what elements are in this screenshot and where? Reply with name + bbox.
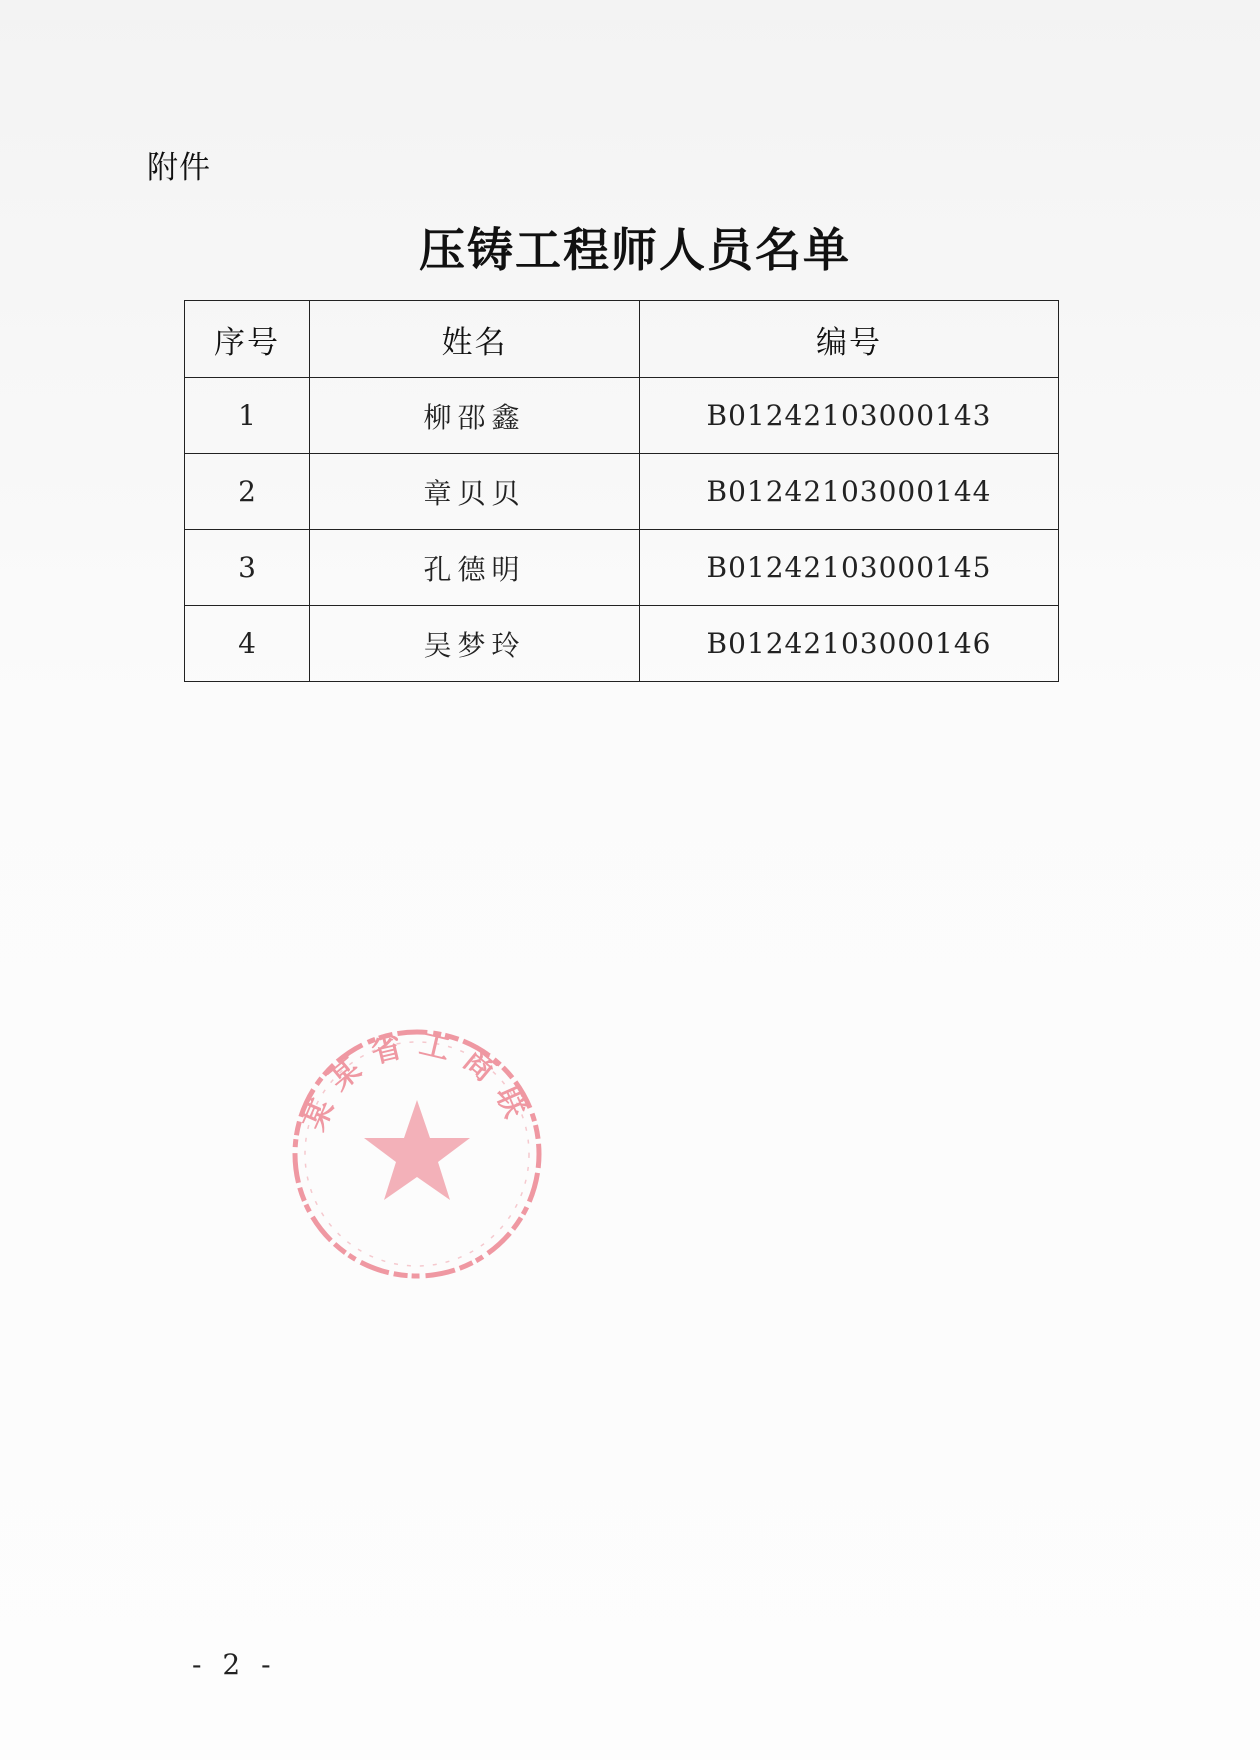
row-index: 3 [185, 530, 310, 606]
row-code: B01242103000143 [640, 378, 1059, 454]
row-index: 4 [185, 606, 310, 682]
official-seal-stamp [285, 1022, 550, 1287]
row-name: 章贝贝 [310, 454, 640, 530]
table-row [185, 530, 1059, 606]
document-title: 压铸工程师人员名单 [419, 223, 851, 277]
row-index: 2 [185, 454, 310, 530]
column-header-code: 编号 [640, 301, 1059, 378]
table-row [185, 454, 1059, 530]
row-index: 1 [185, 378, 310, 454]
row-name: 吴梦玲 [310, 606, 640, 682]
column-header-index: 序号 [185, 301, 310, 378]
seal-text-path: 某某省工商联 [296, 1026, 539, 1136]
page-number: - 2 - [192, 1648, 277, 1681]
row-code: B01242103000145 [640, 530, 1059, 606]
seal-star-icon [364, 1100, 470, 1200]
table-row [185, 606, 1059, 682]
column-header-name: 姓名 [310, 301, 640, 378]
attachment-label: 附件 [147, 150, 211, 186]
row-code: B01242103000144 [640, 454, 1059, 530]
row-name: 孔德明 [310, 530, 640, 606]
table-header-row [185, 301, 1059, 378]
engineer-roster-table [184, 300, 1059, 682]
table-row [185, 378, 1059, 454]
row-code: B01242103000146 [640, 606, 1059, 682]
row-name: 柳邵鑫 [310, 378, 640, 454]
